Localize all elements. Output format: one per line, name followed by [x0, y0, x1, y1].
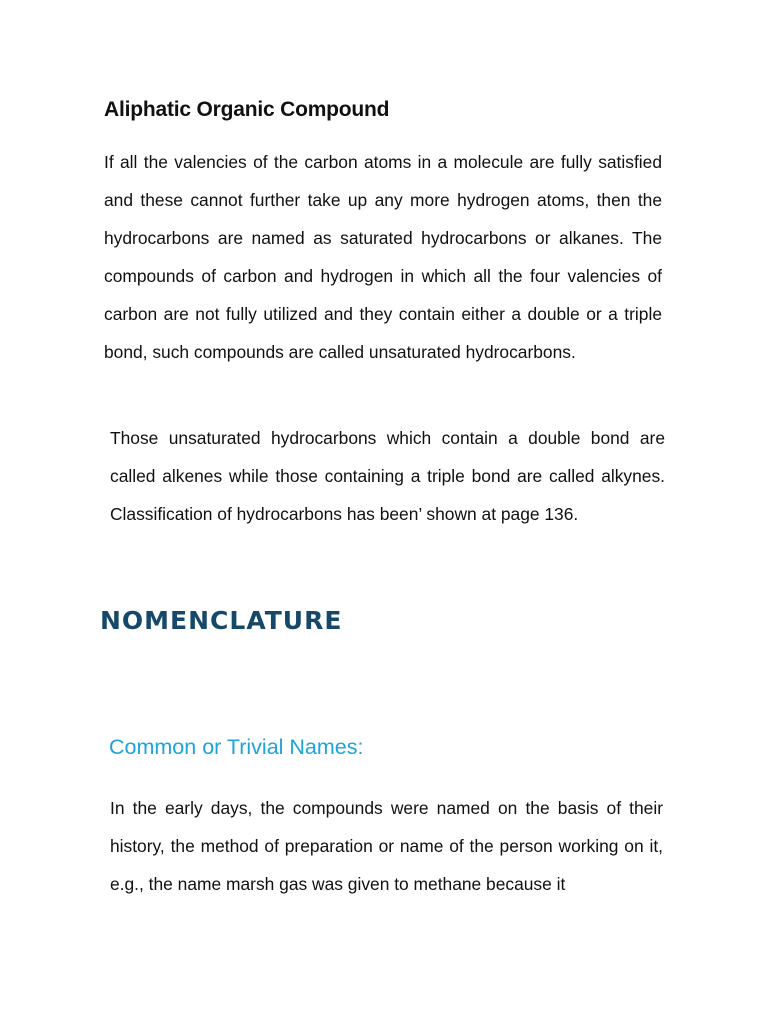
- subheading-common-names: Common or Trivial Names:: [109, 735, 364, 759]
- paragraph-early-naming: In the early days, the compounds were named on the basis of their history, the method of preparation or name of the person working on it, e.g., the name marsh gas was given to methane because it: [110, 798, 663, 894]
- section-heading-nomenclature: NOMENCLATURE: [100, 606, 343, 635]
- paragraph-alkenes-alkynes: Those unsaturated hydrocarbons which contain a double bond are called alkenes while those containing a triple bond are called alkynes. Classification of hydrocarbons has been’ shown at page 136.: [110, 428, 665, 524]
- paragraph-saturated-hydrocarbons: If all the valencies of the carbon atoms in a molecule are fully satisfied and these cannot further take up any more hydrogen atoms, then the hydrocarbons are named as saturated hydrocarbons or alkanes. The compounds of carbon and hydrogen in which all the four valencies of carbon are not fully utilized and they contain either a double or a triple bond, such compounds are called unsaturated hydrocarbons.: [104, 152, 662, 362]
- page-title: Aliphatic Organic Compound: [104, 98, 390, 121]
